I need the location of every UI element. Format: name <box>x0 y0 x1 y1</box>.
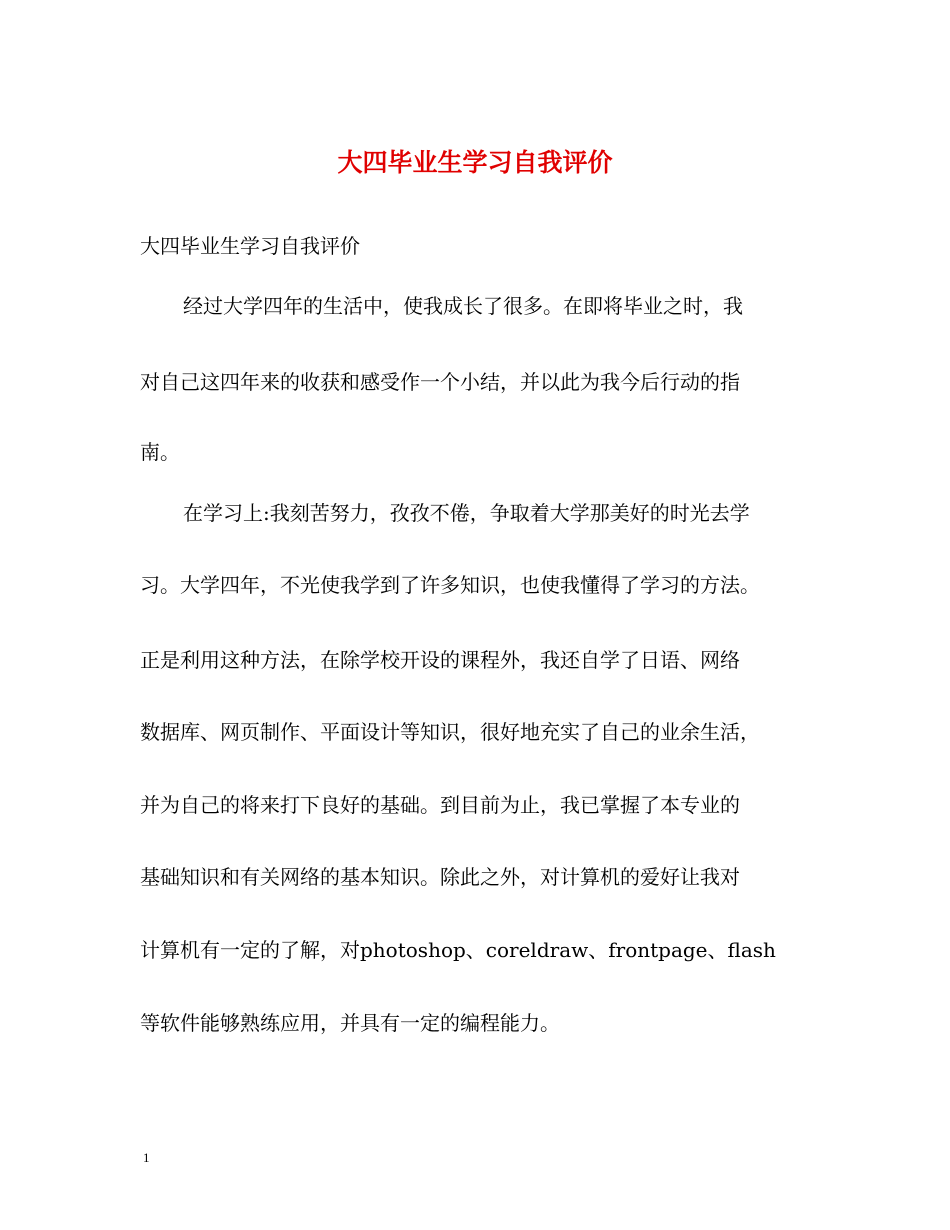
paragraph-2-line-1: 在学习上:我刻苦努力，孜孜不倦，争取着大学那美好的时光去学 <box>183 501 750 525</box>
document-subtitle: 大四毕业生学习自我评价 <box>140 234 360 258</box>
document-title: 大四毕业生学习自我评价 <box>337 148 613 177</box>
paragraph-2-line-5: 并为自己的将来打下良好的基础。到目前为止，我已掌握了本专业的 <box>140 793 740 817</box>
paragraph-2-line-6: 基础知识和有关网络的基本知识。除此之外，对计算机的爱好让我对 <box>140 865 740 889</box>
paragraph-2-line-4: 数据库、网页制作、平面设计等知识，很好地充实了自己的业余生活， <box>140 720 760 744</box>
paragraph-1-line-2: 对自己这四年来的收获和感受作一个小结，并以此为我今后行动的指 <box>140 370 740 394</box>
paragraph-1-line-1: 经过大学四年的生活中，使我成长了很多。在即将毕业之时，我 <box>183 294 743 318</box>
paragraph-2-line-2: 习。大学四年，不光使我学到了许多知识，也使我懂得了学习的方法。 <box>140 573 760 597</box>
paragraph-2-line-8: 等软件能够熟练应用，并具有一定的编程能力。 <box>140 1011 560 1035</box>
page-number: 1 <box>143 1150 150 1165</box>
paragraph-2-line-7: 计算机有一定的了解，对photoshop、coreldraw、frontpage、flash <box>140 938 776 962</box>
paragraph-1-line-3: 南。 <box>140 440 180 464</box>
paragraph-2-line-3: 正是利用这种方法，在除学校开设的课程外，我还自学了日语、网络 <box>140 648 740 672</box>
